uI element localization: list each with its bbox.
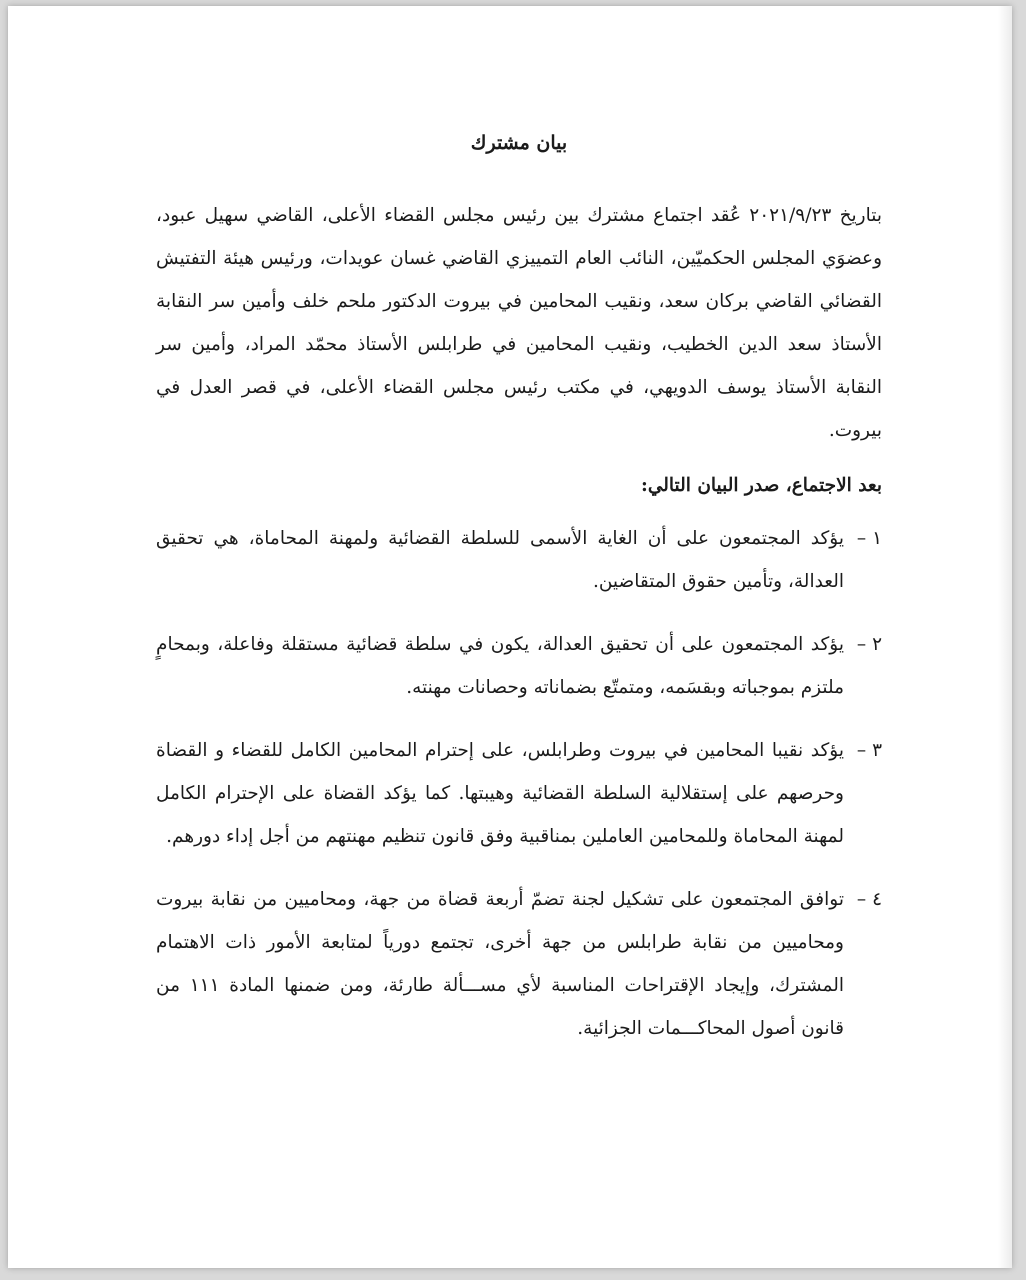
document-title: بيان مشترك (470, 132, 568, 154)
item-text: توافق المجتمعون على تشكيل لجنة تضمّ أربعة قضاة من جهة، ومحاميين من نقابة بيروت ومحاميين من نقابة طرابلس من جهة أخرى، تجتمع دورياً لمتابعة الأمور ذات الاهتمام المشترك، وإيجاد الإقتراحات المناسبة لأي مســـألة طارئة، ومن ضمنها المادة ١١١ من قانون أصول المحاكـــمات الجزائية. (156, 889, 845, 1039)
item-text: يؤكد المجتمعون على أن تحقيق العدالة، يكون في سلطة قضائية مستقلة وفاعلة، وبمحامٍ ملتزم بموجباته وبقسَمه، ومتمتّع بضماناته وحصانات مهنته. (156, 634, 844, 698)
statement-items (156, 517, 882, 1050)
item-text: يؤكد المجتمعون على أن الغاية الأسمى للسلطة القضائية ولمهنة المحاماة، هي تحقيق العدالة، وتأمين حقوق المتقاضين. (156, 528, 844, 592)
item-number: ٢ – (856, 634, 882, 655)
document-page (8, 6, 1012, 1268)
intro-paragraph: بتاريخ ٢٠٢١/٩/٢٣ عُقد اجتماع مشترك بين رئيس مجلس القضاء الأعلى، القاضي سهيل عبود، وعضوَي المجلس الحكميّين، النائب العام التمييزي القاضي غسان عويدات، ورئيس هيئة التفتيش القضائي القاضي بركان سعد، ونقيب المحامين في بيروت الدكتور ملحم خلف وأمين سر النقابة الأستاذ سعد الدين الخطيب، ونقيب المحامين في طرابلس الأستاذ محمّد المراد، وأمين سر النقابة الأستاذ يوسف الدويهي، في مكتب رئيس مجلس القضاء الأعلى، في قصر العدل في بيروت. (156, 205, 882, 441)
statement-item-1 (156, 517, 882, 603)
statement-item-4 (156, 878, 882, 1050)
page-edge-shadow (998, 6, 1012, 1268)
document-body (156, 124, 882, 1070)
item-number: ٣ – (856, 740, 882, 761)
item-number: ٤ – (856, 889, 882, 910)
statement-heading: بعد الاجتماع، صدر البيان التالي: (641, 475, 882, 496)
statement-item-3 (156, 729, 882, 858)
item-text: يؤكد نقيبا المحامين في بيروت وطرابلس، على إحترام المحامين الكامل للقضاء و القضاة وحرصهم على إستقلالية السلطة القضائية وهيبتها. كما يؤكد القضاة على الإحترام الكامل لمهنة المحاماة وللمحامين العاملين بمناقبية وفق قانون تنظيم مهنتهم من أجل إداء دورهم. (156, 740, 844, 847)
item-number: ١ – (856, 528, 882, 549)
statement-item-2 (156, 623, 882, 709)
